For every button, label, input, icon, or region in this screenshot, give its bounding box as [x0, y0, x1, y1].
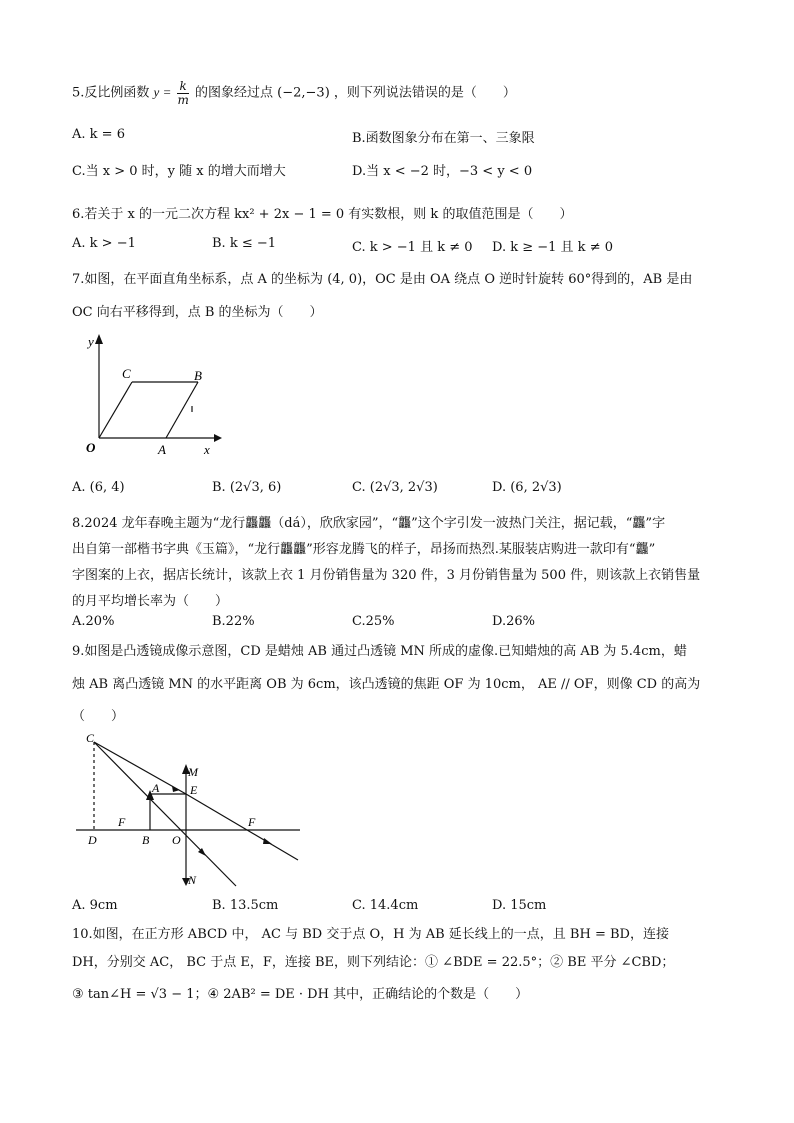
q7-label-y: y	[88, 334, 94, 349]
q10-line3: ③ tan∠H = √3 − 1；④ 2AB² = DE · DH 其中，正确结论的个数是（ ）	[72, 987, 529, 1002]
q9-ray-arrow-icon	[172, 786, 180, 792]
q8-option-b[interactable]: B.22%	[212, 614, 255, 629]
q9-label-b: B	[142, 833, 150, 847]
q9-label-e: E	[190, 783, 198, 797]
q6-option-a[interactable]: A. k > −1	[72, 236, 136, 251]
q8-line2: 出自第一部楷书字典《玉篇》，“龙行龘龘”形容龙腾飞的样子，昂扬而热烈.某服装店购进一款印有“龘”	[72, 542, 656, 557]
q5-point: (−2,−3)	[277, 85, 330, 101]
q9-label-o: O	[172, 833, 181, 847]
q9-label-c: C	[86, 731, 95, 745]
q5-frac-num: k	[177, 80, 188, 94]
q7-option-b[interactable]: B. (2√3, 6)	[212, 480, 282, 495]
q5-func-lhs: y =	[153, 84, 172, 100]
q9-line2: 烛 AB 离凸透镜 MN 的水平距离 OB 为 6cm，该凸透镜的焦距 OF 为 10cm， AE // OF，则像 CD 的高为	[72, 677, 701, 692]
q9-option-c[interactable]: C. 14.4cm	[352, 898, 419, 913]
q7-segment-ba	[166, 382, 198, 438]
q7-stem-line2: OC 向右平移得到，点 B 的坐标为（ ）	[72, 305, 323, 320]
q9-label-a: A	[152, 781, 160, 795]
q7-segment-oc	[99, 382, 132, 438]
q9-ray-co	[94, 742, 236, 886]
q5-frac-den: m	[177, 93, 189, 107]
q5-option-a[interactable]: A. k = 6	[72, 127, 125, 142]
q7-option-c[interactable]: C. (2√3, 2√3)	[352, 480, 438, 495]
q7-stem-line1: 7.如图，在平面直角坐标系，点 A 的坐标为 (4, 0)，OC 是由 OA 绕点 O 逆时针旋转 60°得到的，AB 是由	[72, 272, 693, 287]
q8-line3: 字图案的上衣，据店长统计，该款上衣 1 月份销售量为 320 件，3 月份销售量为 500 件，则该款上衣销售量	[72, 568, 701, 583]
q5-option-b[interactable]: B.函数图象分布在第一、三象限	[352, 131, 535, 146]
q8-option-c[interactable]: C.25%	[352, 614, 395, 629]
q7-option-a[interactable]: A. (6, 4)	[72, 480, 125, 495]
q9-ray-arrow-icon	[263, 838, 272, 844]
q9-line3: （ ）	[72, 709, 125, 724]
q7-label-b: B	[194, 368, 202, 383]
q9-option-b[interactable]: B. 13.5cm	[212, 898, 279, 913]
q7-x-arrow-icon	[214, 434, 222, 442]
q10-line2: DH，分别交 AC， BC 于点 E，F，连接 BE，则下列结论：① ∠BDE = 22.5°；② BE 平分 ∠CBD；	[72, 955, 675, 970]
q9-label-n: N	[188, 873, 197, 887]
q7-label-o: O	[86, 440, 96, 455]
q9-label-f-right: F	[248, 815, 256, 829]
q5-option-d[interactable]: D.当 x < −2 时，−3 < y < 0	[352, 164, 533, 179]
q7-option-d[interactable]: D. (6, 2√3)	[492, 480, 562, 495]
q9-label-d: D	[88, 833, 97, 847]
q9-label-f-left: F	[118, 815, 126, 829]
q9-line1: 9.如图是凸透镜成像示意图，CD 是蜡烛 AB 通过凸透镜 MN 所成的虚像.已知蜡烛的高 AB 为 5.4cm，蜡	[72, 644, 687, 659]
q9-option-d[interactable]: D. 15cm	[492, 898, 547, 913]
q6-option-b[interactable]: B. k ≤ −1	[212, 236, 277, 251]
q8-line1: 8.2024 龙年春晚主题为“龙行龘龘（dá），欣欣家园”，“龘”这个字引发一波热门关注，据记载，“龘”字	[72, 516, 666, 531]
q8-option-d[interactable]: D.26%	[492, 614, 535, 629]
q5-stem	[72, 80, 516, 106]
q7-label-a: A	[158, 442, 166, 457]
q8-option-a[interactable]: A.20%	[72, 614, 115, 629]
q5-option-c[interactable]: C.当 x > 0 时，y 随 x 的增大而增大	[72, 164, 286, 179]
q7-figure	[74, 330, 224, 460]
q9-figure	[76, 728, 302, 888]
q5-fraction	[177, 80, 188, 106]
q5-stem-prefix: 5.反比例函数	[72, 85, 150, 101]
q5-stem-suffix: ，则下列说法错误的是（ ）	[333, 85, 516, 101]
q5-stem-mid: 的图象经过点	[195, 85, 274, 101]
q9-option-a[interactable]: A. 9cm	[72, 898, 118, 913]
q7-label-c: C	[122, 366, 131, 381]
q9-label-m: M	[188, 765, 198, 779]
q7-y-arrow-icon	[95, 334, 103, 344]
q8-line4: 的月平均增长率为（ ）	[72, 594, 229, 609]
q10-line1: 10.如图，在正方形 ABCD 中， AC 与 BD 交于点 O，H 为 AB 延长线上的一点，且 BH = BD，连接	[72, 927, 669, 942]
q6-option-d[interactable]: D. k ≥ −1 且 k ≠ 0	[492, 240, 613, 255]
q7-label-x: x	[204, 442, 210, 457]
q6-option-c[interactable]: C. k > −1 且 k ≠ 0	[352, 240, 473, 255]
q6-stem: 6.若关于 x 的一元二次方程 kx² + 2x − 1 = 0 有实数根，则 k 的取值范围是（ ）	[72, 207, 573, 222]
